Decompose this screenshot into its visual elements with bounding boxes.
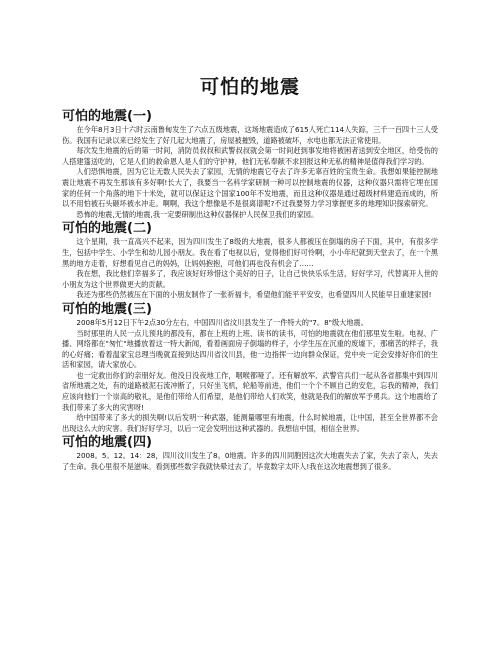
- paragraph: 我还为那些仍然被压在下面的小朋友制作了一张祈福卡，希望他们能平平安安，也希望四川人民能早日重建家园!: [76, 290, 432, 300]
- paragraph: 我在想，我比他们幸福多了，我应该好好珍惜这个美好的日子，让自己快快乐乐生活，好好学习，代替离开人世的小朋友为这个世界做更大的贡献。: [62, 269, 438, 289]
- paragraph: 人们恐惧地震，因为它让无数人民失去了家园，无情的地震它夺去了许多无辜百姓的宝贵生命。我想如果能控制地震让地震不再发生那该有多好啊!长大了，我要当一名科学家研制一种可以控制地震的仪器，这种仪器只需将它埋在国家的任何一个角落的地下十米处，就可以保证这个国家100年不发地震，而且这种仪器是通过超级材料建造而成的，所以不用怕被石头砸坏被水冲走。啊啊，我这个想像是不是很离谱呢?不过我要努力学习掌握更多的地理知识探索研究。: [62, 167, 438, 209]
- paragraph: 2008年5月12日下午2点30分左右，中国四川省汶川县发生了一件特大的"7。8"级大地震。: [76, 317, 368, 327]
- paragraph: 当时那里的人民一点儿预兆的都没有，都在上班的上班、读书的读书，可怕的地震就在他们那里发生啦。电视、广播、网络都在"匆忙"地播放着这一特大新闻，看着画面房子倒塌的样子，小学生压在沉重的废墟下，那痛苦的样子，我的心好痛；看着温家宝总理当晚就直接到达四川省汶川县，他一边指挥一边向群众保证，党中央一定会安排好你们的生活和家园，请大家放心。: [62, 328, 438, 370]
- section-4: [62, 434, 438, 472]
- paragraph: 每次发生地震的后的第一时间，消防员叔叔和武警叔叔就会第一时间赶到事发地将被困者送到安全地区，给受伤的人搭建篷送吃的，它是人们的救命恩人是人们的守护神，他们无私奉献不求回报这种无私的精神是值得我们学习的。: [62, 146, 438, 166]
- section-2: [62, 220, 438, 301]
- section-heading: 可怕的地震(三): [62, 301, 152, 317]
- document-title: 可怕的地震: [199, 76, 300, 98]
- section-3: [62, 301, 438, 435]
- paragraph: 这个星期，我一直高兴不起来，因为四川发生了8级的大地震，很多人都被压在倒塌的房子下面，其中，有很多学生，包括中学生、小学生和幼儿园小朋友。我在看了电视以后，觉得他们好可怜啊，小小年纪就到天堂去了，在一个黑黑的地方走着，好想看见自己的妈妈，让妈妈抱抱，可他们再也没有机会了……: [62, 237, 438, 268]
- section-heading: 可怕的地震(四): [62, 435, 152, 451]
- paragraph: 恐怖的地震,无情的地震,我一定要研制出这种仪器保护人民保卫我们的家园。: [76, 209, 319, 219]
- section-heading: 可怕的地震(一): [62, 109, 152, 124]
- paragraph: 2008。5。12。14：28，四川汶川发生了8。0地震。许多的四川同胞因这次大地震失去了家，失去了亲人，失去了生命。我心里很不是滋味。看到那些数字我就快晕过去了，毕竟数字太吓人!我在这次地震想到了很多。: [62, 451, 438, 472]
- section-1: [62, 108, 438, 220]
- paragraph: 在今年8月3日十六时云南鲁甸发生了六点五级地震，这场地震造成了615人死亡114人失踪，三千一百四十三人受伤。我国有记录以来已经发生了好几起大地震了，房屋被摧毁，道路被破坏，水电也都无法正常使用。: [62, 125, 438, 145]
- paragraph: 也一定救出你们的亲朋好友。他没日没夜地工作，咽喉都哑了。还有解放军、武警官兵们一起从各省都集中到四川省所地震之处，有的道路被泥石流冲断了，只好坐飞机，轮船等前进，他们一个个不顾自己的安危，忘我的精神，我们应该向他们一个崇高的敬礼，是他们带给人们希望，是他们带给人们欢笑，他就是我们的解放军予勇兵。这个地震给了我们带来了多大的灾害呀!: [62, 370, 438, 412]
- section-heading: 可怕的地震(二): [62, 221, 152, 237]
- paragraph: 给中国带来了多大的损失啊!以后发明一种武器，能测量哪里有地震，什么时候地震，让中国，甚至全世界都不会出现这么大的灾害。我们好好学习，以后一定会发明出这种武器的。我想信中国，相信全世界。: [62, 413, 438, 433]
